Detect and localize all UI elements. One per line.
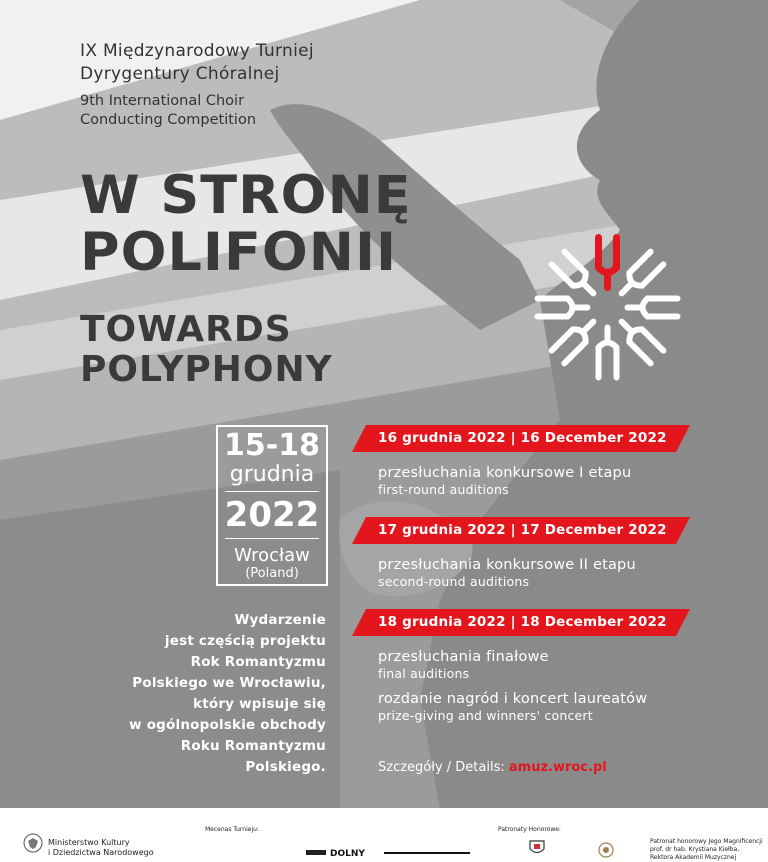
date-country: (Poland): [245, 566, 299, 581]
note-line: Polskiego.: [245, 759, 326, 775]
schedule-day3-event1: [378, 648, 549, 682]
mecenas-label: Mecenas Turnieju:: [205, 826, 259, 833]
event-pl: rozdanie nagród i koncert laureatów: [378, 691, 648, 707]
schedule-day3-ribbon: [352, 609, 690, 636]
academy-crest-icon: [596, 840, 616, 856]
schedule-day2-event: [378, 556, 636, 590]
dolny-logo-text: DOLNY: [330, 849, 365, 859]
note-line: w ogólnopolskie obchody: [129, 717, 326, 733]
date-divider: [225, 538, 319, 539]
project-note: [100, 610, 326, 778]
title-pl-line2: POLIFONII: [80, 221, 398, 283]
schedule-day2-ribbon: [352, 517, 690, 544]
tuning-fork-logo-icon: [520, 220, 695, 395]
intro-en-line1: 9th International Choir: [80, 93, 245, 109]
date-month: grudnia: [229, 462, 315, 487]
date-year: 2022: [224, 495, 320, 535]
eagle-emblem-icon: [22, 832, 44, 854]
date-days: 15-18: [224, 428, 320, 463]
title-en-line2: POLYPHONY: [80, 349, 333, 390]
event-en: first-round auditions: [378, 482, 509, 497]
date-divider: [225, 491, 319, 492]
intro-pl-line2: Dyrygentury Chóralnej: [80, 64, 280, 84]
title-pl-line1: W STRONĘ: [80, 164, 412, 226]
schedule-day2-date: 17 grudnia 2022 | 17 December 2022: [378, 522, 667, 538]
patronaty-label: Patronaty Honorowe:: [498, 826, 561, 833]
honor-line3: Rektora Akademii Muzycznej: [650, 854, 737, 861]
honorary-patron-text: [650, 838, 763, 862]
note-line: Polskiego we Wrocławiu,: [132, 675, 326, 691]
event-en: second-round auditions: [378, 574, 530, 589]
sponsor-footer: [0, 808, 768, 861]
sponsor-logo-bar: [384, 852, 470, 854]
event-en: final auditions: [378, 666, 470, 681]
date-box: [216, 425, 328, 586]
schedule-day1-ribbon: [352, 425, 690, 452]
ministry-name: [48, 838, 154, 858]
note-line: Wydarzenie: [234, 612, 326, 628]
note-line: Roku Romantyzmu: [180, 738, 326, 754]
intro-pl-line1: IX Międzynarodowy Turniej: [80, 41, 314, 61]
date-city: Wrocław: [234, 545, 310, 566]
schedule-day3-date: 18 grudnia 2022 | 18 December 2022: [378, 614, 667, 630]
ministry-line2: i Dziedzictwa Narodowego: [48, 848, 154, 857]
intro-text: [80, 40, 314, 130]
details-line: [378, 760, 607, 775]
schedule-day1-date: 16 grudnia 2022 | 16 December 2022: [378, 430, 667, 446]
ministry-line1: Ministerstwo Kultury: [48, 838, 130, 847]
intro-en-line2: Conducting Competition: [80, 112, 257, 128]
city-crest-icon: [528, 840, 546, 856]
schedule-day1-event: [378, 464, 631, 498]
honor-line1: Patronat honorowy Jego Magnificencji: [650, 838, 763, 845]
title-polish: [80, 164, 412, 283]
event-pl: przesłuchania konkursowe I etapu: [378, 465, 632, 481]
note-line: który wpisuje się: [193, 696, 326, 712]
honor-line2: prof. dr hab. Krystiana Kiełba,: [650, 846, 740, 853]
event-en: prize-giving and winners' concert: [378, 708, 593, 723]
title-en-line1: TOWARDS: [80, 309, 292, 350]
details-label: Szczegóły / Details:: [378, 760, 505, 775]
details-link[interactable]: amuz.wroc.pl: [508, 760, 607, 775]
title-english: [80, 310, 333, 390]
schedule-day3-event2: [378, 690, 647, 724]
event-pl: przesłuchania finałowe: [378, 649, 549, 665]
note-line: Rok Romantyzmu: [190, 654, 326, 670]
event-pl: przesłuchania konkursowe II etapu: [378, 557, 636, 573]
dolny-logo-mark: [306, 850, 326, 855]
note-line: jest częścią projektu: [164, 633, 326, 649]
